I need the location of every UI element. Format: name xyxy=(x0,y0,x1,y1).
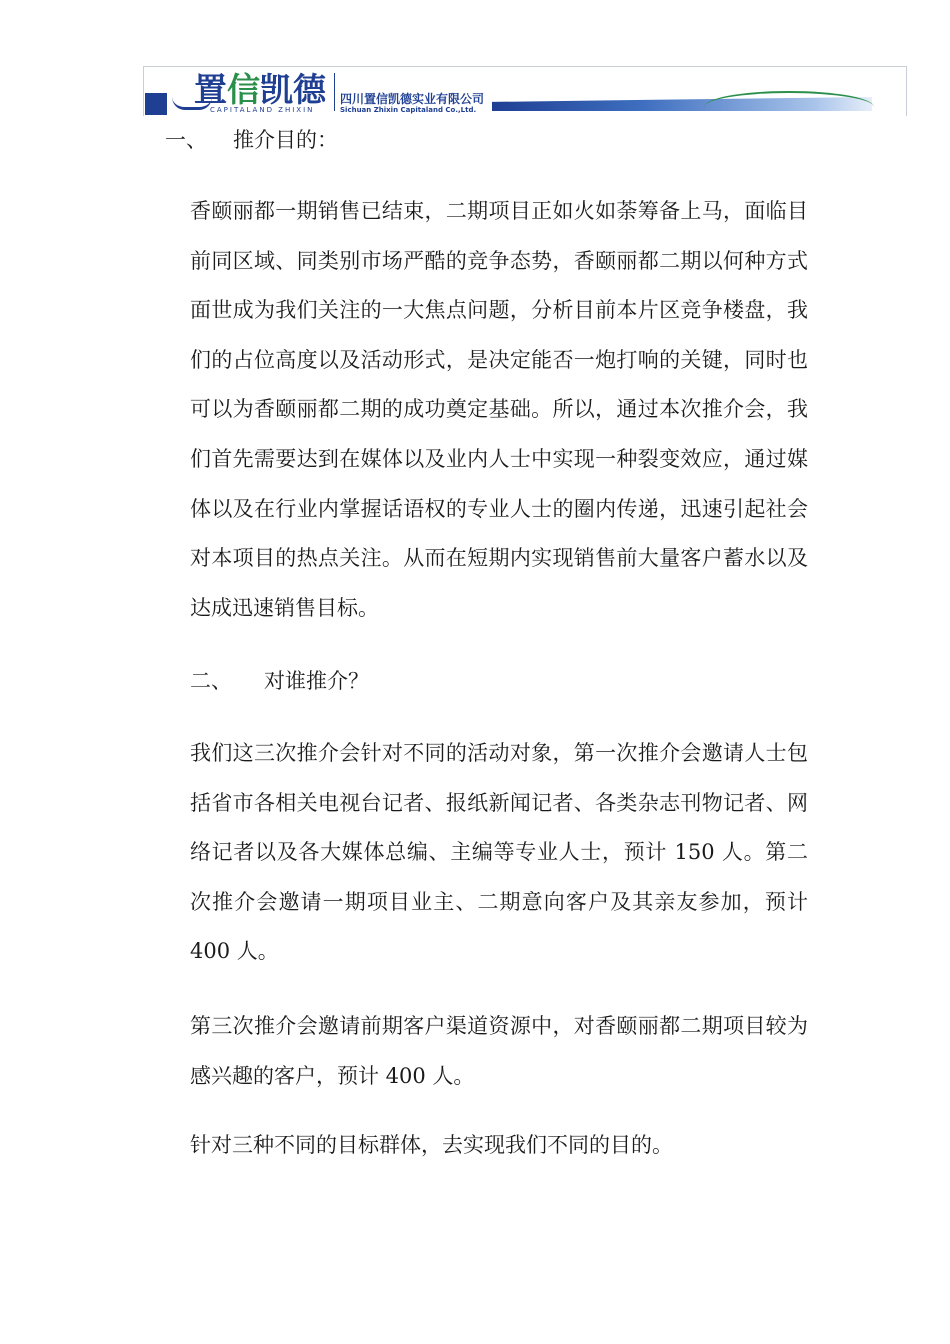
section-2-paragraph-1: 我们这三次推介会针对不同的活动对象，第一次推介会邀请人士包括省市各相关电视台记者、报纸新闻记者、各类杂志刊物记者、网络记者以及各大媒体总编、主编等专业人士，预计 150 人。第二次推介会邀请一期项目业主、二期意向客户及其亲友参加，预计 400 人。 xyxy=(190,741,808,964)
logo-char-3: 凯德 xyxy=(260,70,326,109)
section-2-number: 二、 xyxy=(190,669,232,693)
logo-char-2: 信 xyxy=(227,70,260,109)
header-arc xyxy=(704,91,874,116)
brand-logo xyxy=(194,70,326,110)
section-2-paragraph-3: 针对三种不同的目标群体，去实现我们不同的目的。 xyxy=(190,1133,673,1157)
section-2-title: 对谁推介？ xyxy=(264,669,369,693)
section-2-paragraph-2: 第三次推介会邀请前期客户渠道资源中，对香颐丽都二期项目较为感兴趣的客户，预计 400 人。 xyxy=(190,1014,808,1088)
company-name-en: Sichuan Zhixin Capitaland Co.,Ltd. xyxy=(340,106,477,114)
logo-english-text: CAPITALAND ZHIXIN xyxy=(210,106,315,114)
section-1-number: 一、 xyxy=(165,128,207,152)
header-divider xyxy=(334,73,335,111)
section-2-heading xyxy=(190,668,369,694)
logo-char-1: 置 xyxy=(194,70,227,109)
section-1-paragraph: 香颐丽都一期销售已结束，二期项目正如火如荼筹备上马，面临目前同区域、同类别市场严酷的竞争态势，香颐丽都二期以何种方式面世成为我们关注的一大焦点问题，分析目前本片区竞争楼盘，我们的占位高度以及活动形式，是决定能否一炮打响的关键，同时也可以为香颐丽都二期的成功奠定基础。所以，通过本次推介会，我们首先需要达到在媒体以及业内人士中实现一种裂变效应，通过媒体以及在行业内掌握话语权的专业人士的圈内传递，迅速引起社会对本项目的热点关注。从而在短期内实现销售前大量客户蓄水以及达成迅速销售目标。 xyxy=(190,199,808,620)
company-name-cn: 四川置信凯德实业有限公司 xyxy=(340,92,485,106)
header-banner xyxy=(143,66,907,116)
logo-square-mark xyxy=(145,93,167,115)
section-1-heading xyxy=(165,127,338,153)
section-1-title: 推介目的： xyxy=(233,128,338,152)
